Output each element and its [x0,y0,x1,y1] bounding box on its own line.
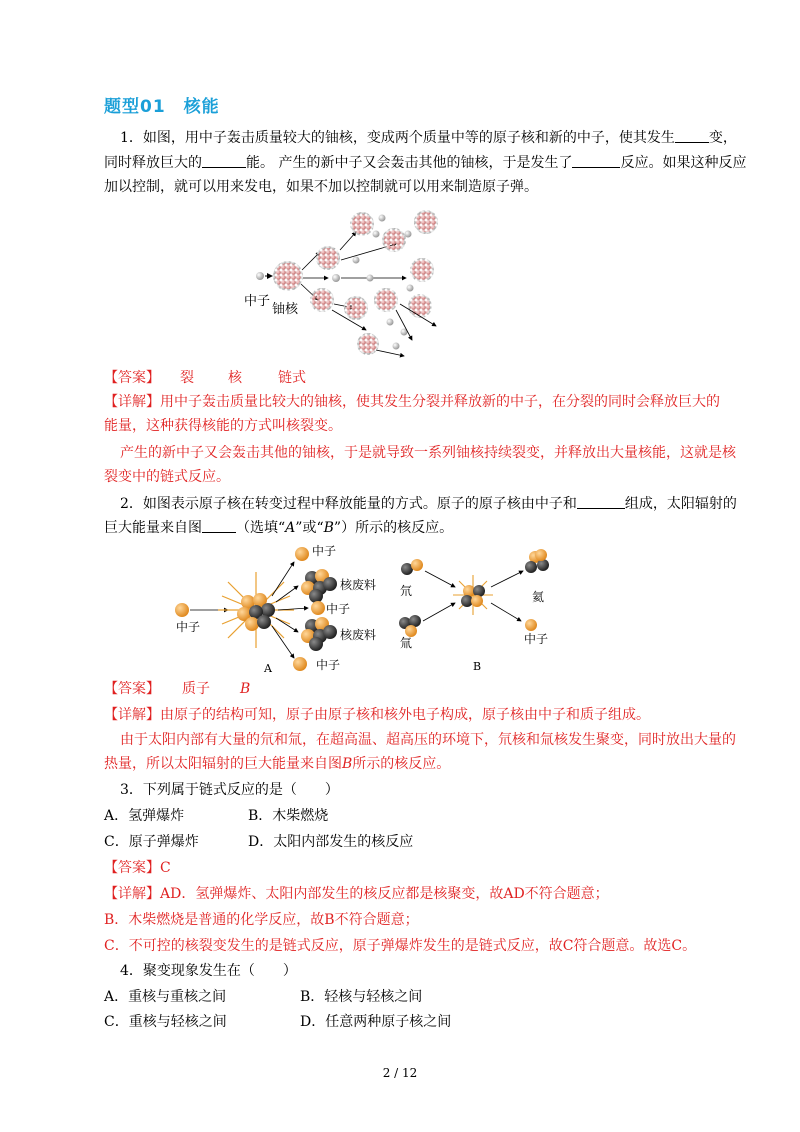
q3-option-b: B．木柴燃烧 [248,808,329,824]
neutron-icon [295,547,309,561]
figA-waste-2-label: 核废料 [340,628,377,642]
figA-caption: A [264,662,272,675]
fission-fragment-icon [382,228,406,252]
q2-detail-2: 由于太阳内部有大量的氘和氚，在超高温、超高压的环境下，氘核和氚核发生聚变，同时放出大量的 [120,732,736,748]
fission-fragment-icon [344,296,368,320]
q3-stem: 3．下列属于链式反应的是（ ） [120,782,339,798]
q3-detail-1: 【详解】AD．氢弹爆炸、太阳内部发生的核反应都是核聚变，故AD不符合题意； [104,886,609,902]
fission-fragment-icon [414,210,438,234]
nuclear-waste-icon [301,569,337,603]
q4-option-b: B．轻核与轻核之间 [300,989,423,1005]
neutron-icon [293,657,307,671]
q4-option-c: C．重核与轻核之间 [104,1014,227,1030]
q4-stem: 4．聚变现象发生在（ ） [120,963,297,979]
fig1-uranium-label: 铀核 [272,302,299,317]
q2-answer: 【答案】 质子 B [104,681,251,697]
figB-neutron-label: 中子 [524,632,549,646]
figB-caption: B [473,660,482,673]
neutron-icon [311,601,325,615]
q1-detail-1: 【详解】用中子轰击质量比较大的铀核，使其发生分裂并释放新的中子，在分裂的同时会释放巨大的 [104,394,720,410]
q1-detail-4: 裂变中的链式反应。 [104,469,230,485]
q4-option-d: D．任意两种原子核之间 [300,1014,452,1030]
neutron-icon [332,274,340,282]
q1-answer: 【答案】 裂 核 链式 [104,370,306,386]
q2-detail-1: 【详解】由原子的结构可知，原子由原子核和核外电子构成，原子核由中子和质子组成。 [104,707,650,723]
q3-detail-2: B．木柴燃烧是普通的化学反应，故B不符合题意； [104,912,419,928]
q1-line3: 加以控制，就可以用来发电，如果不加以控制就可以用来制造原子弹。 [104,179,538,195]
fission-fragment-icon [316,246,340,270]
figA-neutron-mid-label: 中子 [326,602,351,616]
fission-fragment-icon [410,258,434,282]
fission-fragment-icon [374,288,398,312]
chain-reaction-figure [236,200,446,360]
figB-helium-label: 氦 [532,590,545,604]
page-number: 2 / 12 [382,1066,418,1080]
q1-detail-3: 产生的新中子又会轰击其他的铀核，于是就导致一系列铀核持续裂变，并释放出大量核能，这就是核 [120,445,736,461]
fig1-neutron-label: 中子 [244,294,271,309]
helium-icon [525,549,549,573]
figA-neutron-in-label: 中子 [176,620,201,634]
q2-line1: 2．如图表示原子核在转变过程中释放能量的方式。原子的原子核由中子和 组成，太阳辐射的 [120,496,737,512]
q2-line2: 巨大能量来自图 （选填“A”或“B”）所示的核反应。 [104,520,454,536]
fission-fragment-icon [310,288,334,312]
q1-line1: 1．如图，用中子轰击质量较大的铀核，变成两个质量中等的原子核和新的中子，使其发生 变， [120,130,737,146]
q3-option-c: C．原子弹爆炸 [104,834,199,850]
section-title: 题型01 核能 [104,97,220,117]
burst-icon [453,575,493,615]
figA-neutron-top-label: 中子 [312,544,337,558]
q3-option-d: D．太阳内部发生的核反应 [248,834,414,850]
neutron-icon [256,272,264,280]
deuterium-icon [401,559,423,575]
figA-waste-1-label: 核废料 [340,578,377,592]
uranium-nucleus-icon [273,261,303,291]
q3-detail-3: C．不可控的核裂变发生的是链式反应，原子弹爆炸发生的是链式反应，故C符合题意。故选C。 [104,938,697,954]
figB-deuterium-label: 氘 [400,584,413,598]
q1-line2: 同时释放巨大的 能。 产生的新中子又会轰击其他的铀核，于是发生了 反应。如果这种反应 [104,155,747,171]
q2-detail-3: 热量，所以太阳辐射的巨大能量来自图B所示的核反应。 [104,756,451,772]
nuclear-waste-icon [301,617,337,651]
fission-fragment-icon [350,212,374,236]
fission-fragment-icon [357,333,379,355]
q3-answer: 【答案】C [104,860,171,876]
q1-detail-2: 能量，这种获得核能的方式叫核裂变。 [104,418,342,434]
figB-tritium-label: 氚 [400,636,413,650]
fission-fragment-icon [408,294,432,318]
figA-neutron-bottom-label: 中子 [316,658,341,672]
q3-option-a: A．氢弹爆炸 [104,808,185,824]
q4-option-a: A．重核与重核之间 [104,989,227,1005]
neutron-icon [175,603,189,617]
